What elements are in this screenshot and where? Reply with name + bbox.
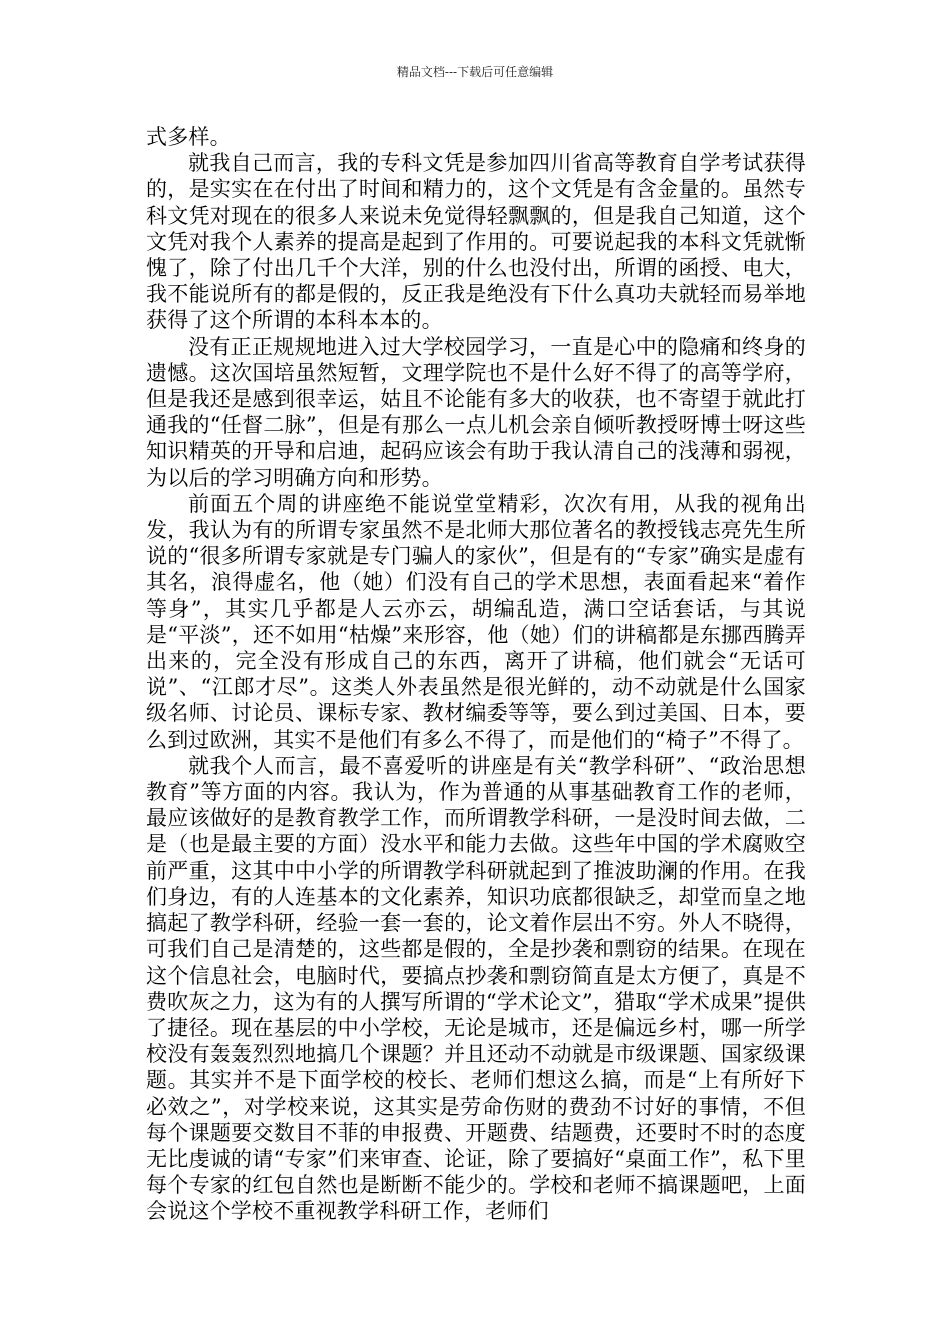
paragraph: 前面五个周的讲座绝不能说堂堂精彩，次次有用，从我的视角出发，我认为有的所谓专家虽然不是北师大那位著名的教授钱志亮先生所说的“很多所谓专家就是专门骗人的家伙”，但是有的“专家”确实是虚有其名，浪得虚名，他（她）们没有自己的学术思想，表面看起来“着作等身”，其实几乎都是人云亦云，胡编乱造，满口空话套话，与其说是“平淡”，还不如用“枯燥”来形容，他（她）们的讲稿都是东挪西腾弄出来的，完全没有形成自己的东西，离开了讲稿，他们就会“无话可说”、“江郎才尽”。这类人外表虽然是很光鲜的，动不动就是什么国家级名师、讨论员、课标专家、教材编委等等，要么到过美国、日本，要么到过欧洲，其实不是他们有多么不得了，而是他们的“椅子”不得了。 <box>146 491 806 752</box>
paragraph: 就我自己而言，我的专科文凭是参加四川省高等教育自学考试获得的，是实实在在付出了时间和精力的，这个文凭是有含金量的。虽然专科文凭对现在的很多人来说未免觉得轻飘飘的，但是我自己知道，这个文凭对我个人素养的提高是起到了作用的。可要说起我的本科文凭就惭愧了，除了付出几千个大洋，别的什么也没付出，所谓的函授、电大，我不能说所有的都是假的，反正我是绝没有下什么真功夫就轻而易举地获得了这个所谓的本科本本的。 <box>146 151 806 333</box>
document-body <box>146 124 806 1225</box>
paragraph-continuation: 式多样。 <box>146 125 231 149</box>
paragraph: 就我个人而言，最不喜爱听的讲座是有关“教学科研”、“政治思想教育”等方面的内容。我认为，作为普通的从事基础教育工作的老师，最应该做好的是教育教学工作，而所谓教学科研，一是没时间去做，二是（也是最主要的方面）没水平和能力去做。这些年中国的学术腐败空前严重，这其中中小学的所谓教学科研就起到了推波助澜的作用。在我们身边，有的人连基本的文化素养，知识功底都很缺乏，却堂而皇之地搞起了教学科研，经验一套一套的，论文着作层出不穷。外人不晓得，可我们自己是清楚的，这些都是假的，全是抄袭和剽窃的结果。在现在这个信息社会，电脑时代，要搞点抄袭和剽窃简直是太方便了，真是不费吹灰之力，这为有的人撰写所谓的“学术论文”，猎取“学术成果”提供了捷径。现在基层的中小学校，无论是城市，还是偏远乡村，哪一所学校没有轰轰烈烈地搞几个课题？并且还动不动就是市级课题、国家级课题。其实并不是下面学校的校长、老师们想这么搞，而是“上有所好下必效之”，对学校来说，这其实是劳命伤财的费劲不讨好的事情，不但每个课题要交数目不菲的申报费、开题费、结题费，还要时不时的态度无比虔诚的请“专家”们来审查、论证，除了要搞好“桌面工作”，私下里每个专家的红包自然也是断断不能少的。学校和老师不搞课题吧，上面会说这个学校不重视教学科研工作，老师们 <box>146 753 806 1224</box>
paragraph: 没有正正规规地进入过大学校园学习，一直是心中的隐痛和终身的遗憾。这次国培虽然短暂，文理学院也不是什么好不得了的高等学府，但是我还是感到很幸运，姑且不论能有多大的收获，也不寄望于就此打通我的“任督二脉”，但是有那么一点儿机会亲自倾听教授呀博士呀这些知识精英的开导和启迪，起码应该会有助于我认清自己的浅薄和弱视，为以后的学习明确方向和形势。 <box>146 334 806 490</box>
page-header: 精品文档---下载后可任意编辑 <box>396 65 554 79</box>
